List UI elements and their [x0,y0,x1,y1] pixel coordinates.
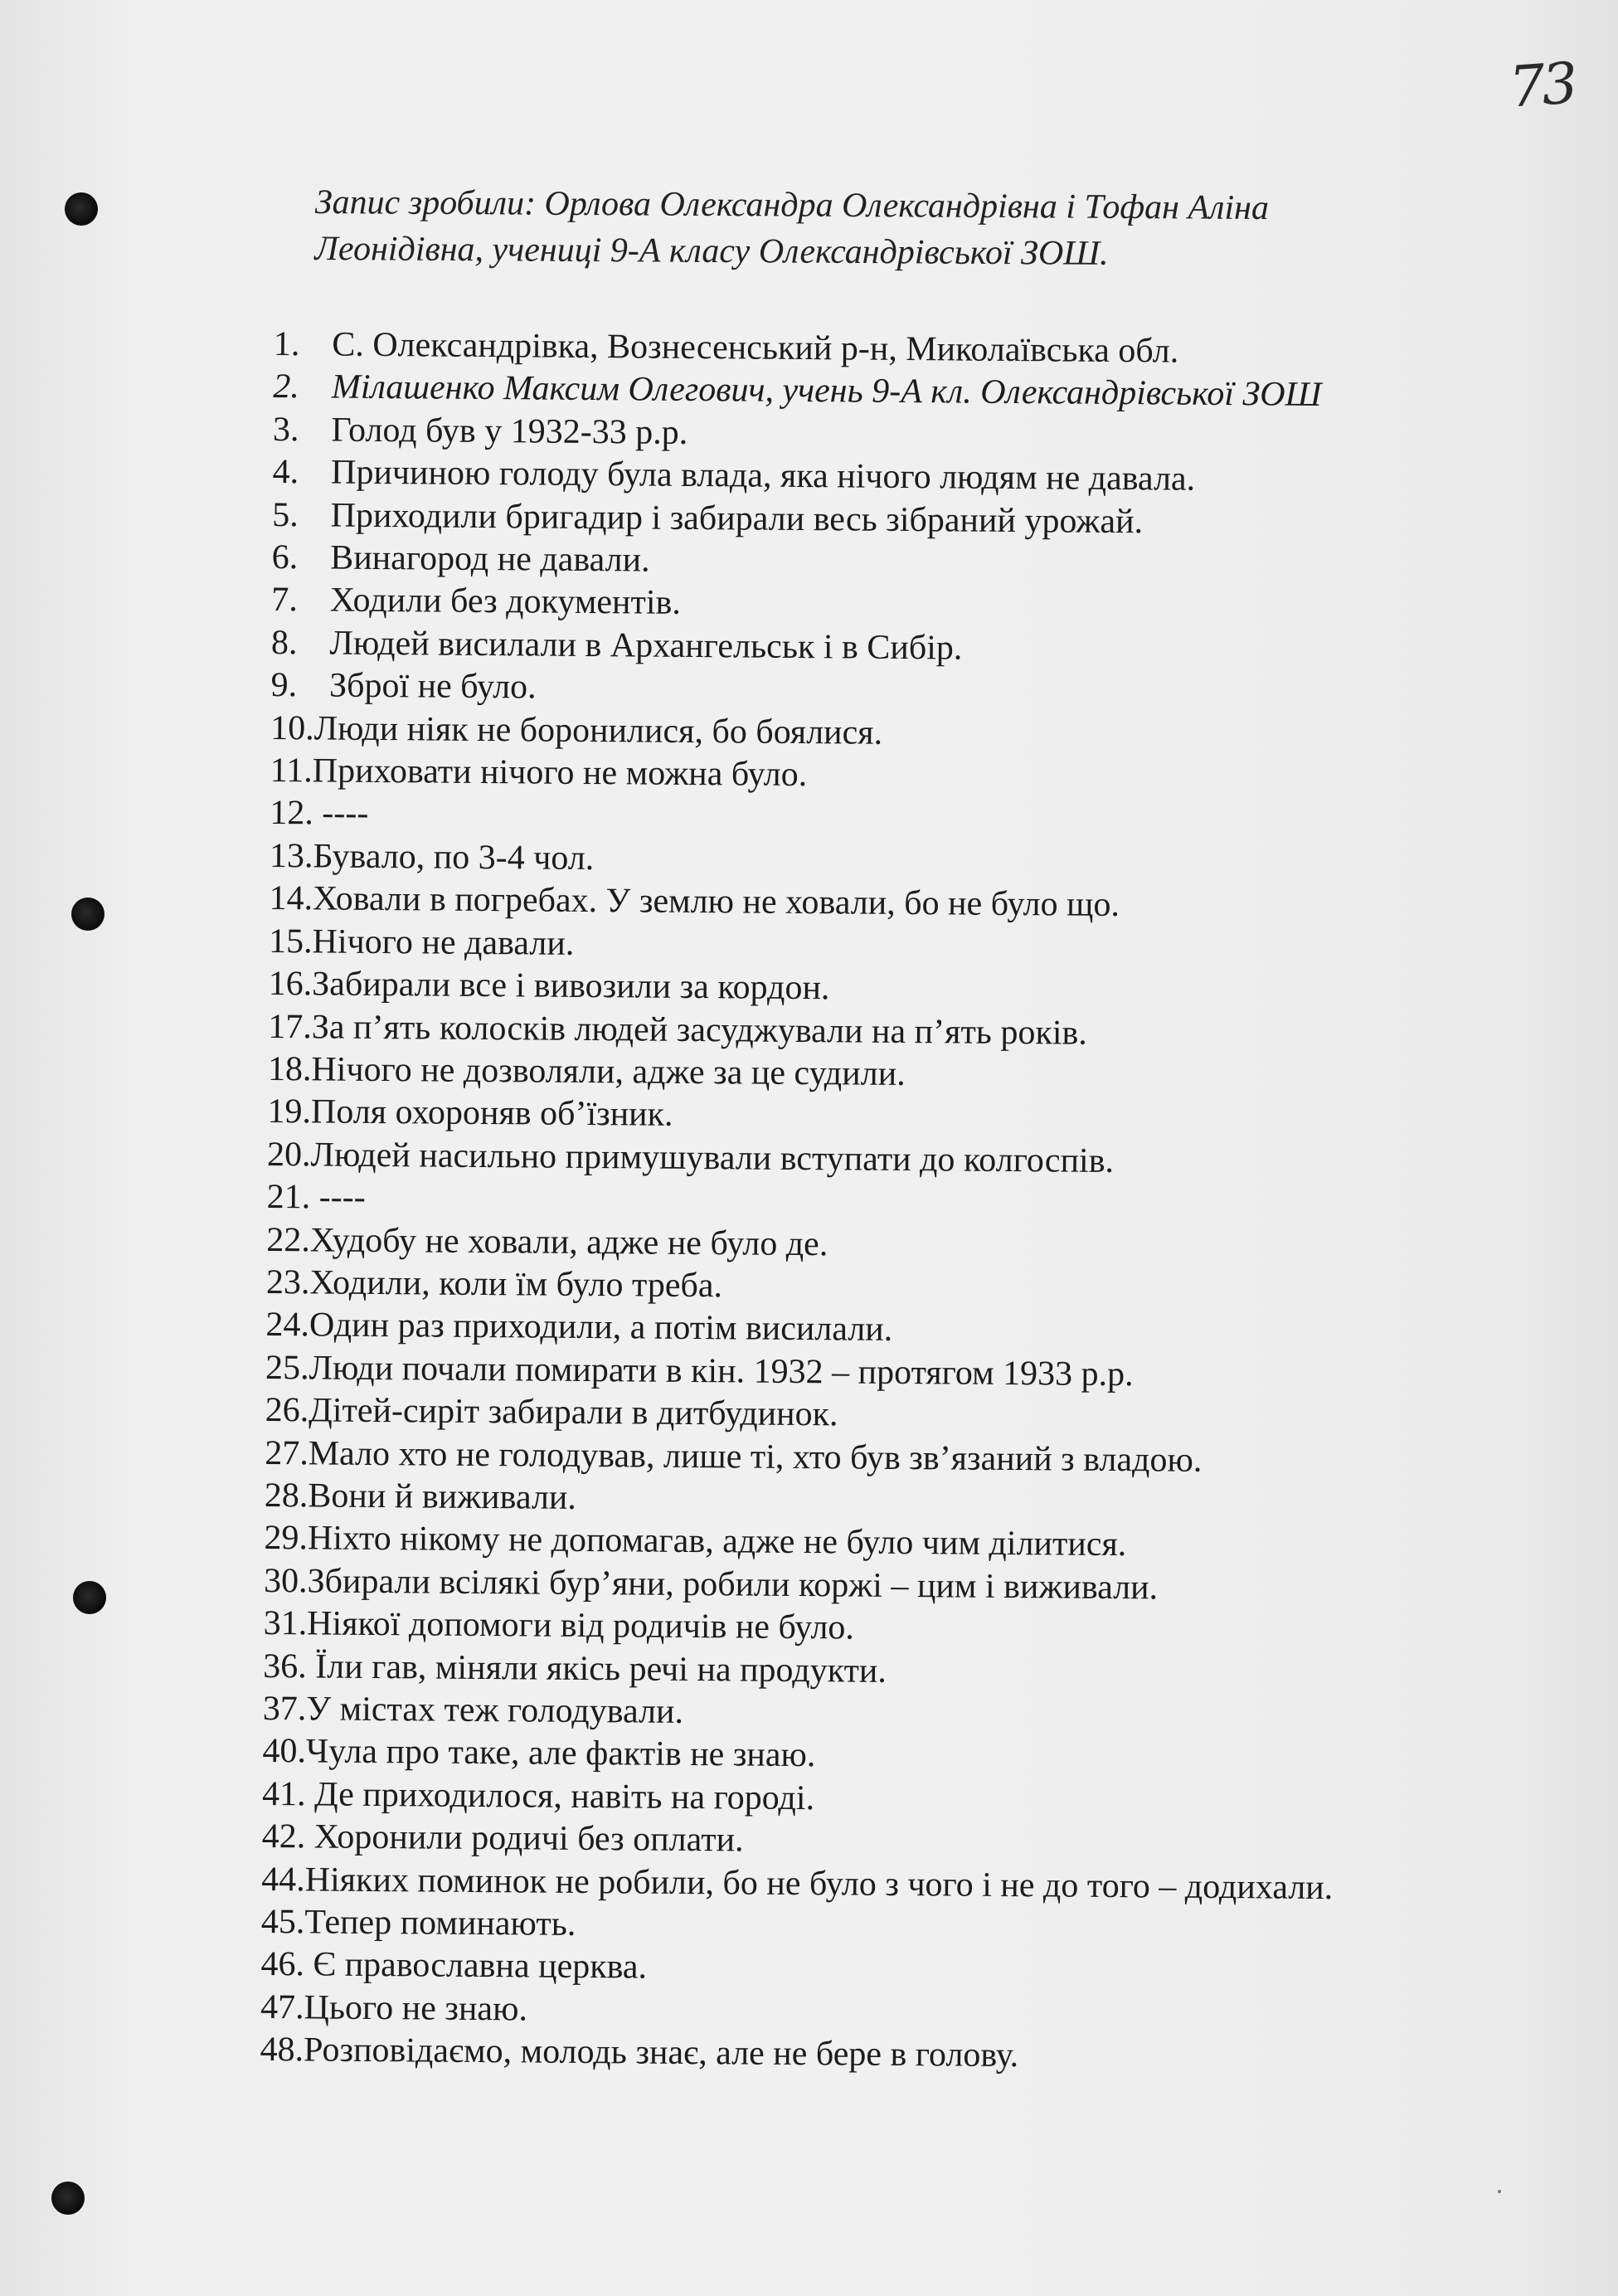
answer-number: 12. [270,794,314,833]
answer-number: 22. [266,1220,311,1259]
answer-item [260,2029,1454,2081]
answer-text: Приховати нічого не можна було. [312,752,808,795]
answer-text: Люди ніяк не боронилися, бо боялися. [313,709,883,752]
answer-number: 4. [272,453,299,492]
answer-text: Люди почали помирати в кін. 1932 – протягом 1933 р.р. [309,1349,1134,1394]
answer-number: 18. [267,1049,312,1089]
answer-text: Причиною голоду була влада, яка нічого людям не давала. [330,453,1196,499]
answer-number: 13. [269,836,313,876]
answer-text: Людей висилали в Архангельськ і в Сибір. [329,624,963,668]
answer-number: 2. [273,367,300,406]
answer-number: 21. [266,1178,311,1217]
answer-text: Ховали в погребах. У землю не ховали, бо не було що. [312,879,1120,925]
recorders-header [314,179,1493,280]
answer-number: 24. [265,1306,310,1345]
answer-text: Є православна церква. [313,1945,648,1987]
answer-number: 23. [265,1262,310,1302]
answer-number: 45. [260,1902,305,1942]
answer-text: Ходили, коли їм було треба. [309,1263,723,1306]
answer-text: Їли гав, міняли якісь речі на продукти. [315,1647,887,1690]
header-line-2: Леонідівна, учениці 9-А класу Олександрівської ЗОШ. [314,229,1109,273]
answer-text: Зброї не було. [328,666,537,707]
answer-number: 15. [268,922,313,961]
answer-number: 41. [261,1774,306,1814]
answer-text: Приходили бригадир і забирали весь зібраний урожай. [330,496,1144,541]
answer-number: 10. [270,708,314,748]
answer-text: Нічого не давали. [312,922,575,963]
answer-text: Цього не знаю. [304,1988,528,2029]
answer-number: 36. [263,1647,307,1686]
answer-text: Ніякої допомоги від родичів не було. [307,1604,855,1647]
answer-text: Ніяких поминок не робили, бо не було з чого і не до того – додихали. [304,1860,1334,1907]
answer-text: Збирали всілякі бур’яни, робили коржі – цим і виживали. [307,1562,1159,1608]
answer-text: Розповідаємо, молодь знає, але не бере в голову. [303,2031,1019,2075]
answer-number: 29. [264,1519,309,1558]
answer-text: За п’ять колосків людей засуджували на п’ять років. [311,1007,1088,1053]
answer-number: 6. [271,538,299,577]
answer-number: 27. [265,1433,309,1472]
answer-number: 47. [260,1987,304,2027]
answer-text: Голод був у 1932-33 р.р. [331,411,688,452]
answer-text: Бувало, по 3-4 чол. [313,837,595,878]
answer-number: 37. [262,1689,307,1729]
answer-number: 40. [262,1732,307,1771]
answer-number: 14. [269,879,313,918]
answer-number: 44. [261,1860,305,1899]
answer-text: У містах теж голодували. [306,1690,684,1731]
answers-list [260,323,1468,2081]
answer-number: 1. [273,324,300,364]
answer-number: 42. [261,1817,306,1856]
answer-number: 28. [264,1476,309,1515]
answer-text: Ходили без документів. [329,581,682,623]
answer-text: Вони й виживали. [308,1476,577,1517]
answer-text: Хоронили родичі без оплати. [313,1817,744,1860]
answer-text: Нічого не дозволяли, адже за це судили. [311,1050,906,1093]
answer-number: 17. [268,1007,313,1046]
answer-text: Дітей-сиріт забирали в дитбудинок. [309,1391,838,1434]
answer-number: 30. [263,1561,308,1601]
punch-hole [73,1581,106,1614]
answer-text: Мілашенко Максим Олегович, учень 9-А кл. Олександрівської ЗОШ [331,367,1322,415]
answer-text: Тепер поминають. [304,1903,576,1943]
handwritten-page-number: 73 [1507,51,1577,121]
answer-text: Поля охороняв об’їзник. [310,1092,673,1135]
answer-number: 16. [268,965,313,1004]
answer-text: Мало хто не голодував, лише ті, хто був зв’язаний з владою. [308,1433,1203,1480]
answer-number: 46. [260,1945,305,1984]
answer-text: Худобу не ховали, адже не було де. [309,1220,828,1263]
answer-number: 26. [265,1391,309,1430]
answer-number: 8. [270,623,298,663]
answer-number: 11. [270,752,313,790]
header-line-1: Запис зробили: Орлова Олександра Олександрівна і Тофан Аліна [314,182,1270,228]
answer-number: 31. [263,1604,308,1643]
answer-text: Один раз приходили, а потім висилали. [309,1306,893,1350]
answer-text: Чула про таке, але фактів не знаю. [305,1732,816,1775]
answer-number: 5. [272,495,299,534]
answer-number: 25. [265,1348,309,1388]
punch-hole [65,192,98,226]
answer-number: 48. [260,2031,304,2070]
answer-text: ---- [318,1178,366,1218]
answer-text: Винагород не давали. [330,538,650,580]
answer-text: Де приходилося, навіть на городі. [313,1775,815,1817]
paper-speck [1498,2190,1501,2193]
answer-number: 19. [267,1092,312,1131]
answer-number: 9. [270,666,298,705]
answer-number: 7. [271,581,299,620]
answer-text: Ніхто нікому не допомагав, адже не було чим ділитися. [307,1519,1127,1564]
punch-hole [51,2182,85,2215]
punch-hole [71,897,104,931]
answer-number: 20. [266,1135,311,1175]
answer-number: 3. [272,410,299,450]
answer-text: Забирали все і вивозили за кордон. [312,965,830,1008]
answer-text: Людей насильно примушували вступати до колгоспів. [310,1136,1115,1180]
answer-text: ---- [322,794,369,834]
answer-text: С. Олександрівка, Вознесенський р-н, Миколаївська обл. [332,325,1179,371]
